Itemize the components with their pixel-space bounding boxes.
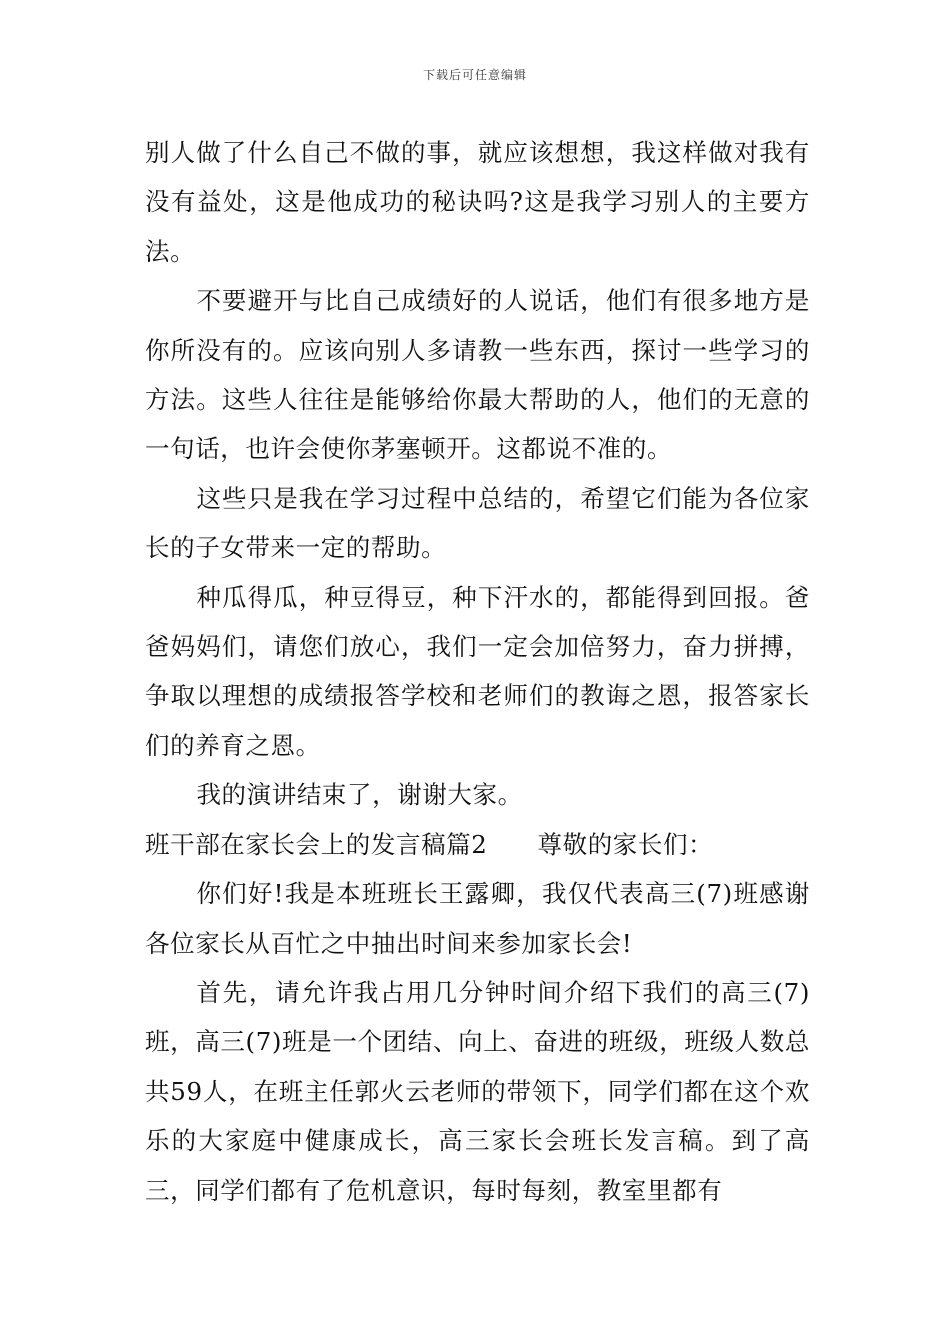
paragraph-2: 不要避开与比自己成绩好的人说话，他们有很多地方是你所没有的。应该向别人多请教一些东西，探讨一些学习的方法。这些人往往是能够给你最大帮助的人，他们的无意的一句话，也许会使你茅塞顿开。这都说不准的。 <box>145 286 810 464</box>
paragraph-5: 我的演讲结束了，谢谢大家。 <box>196 780 523 810</box>
paragraph-3: 这些只是我在学习过程中总结的，希望它们能为各位家长的子女带来一定的帮助。 <box>145 483 810 563</box>
page-header-note: 下载后可任意编辑 <box>422 68 527 82</box>
paragraph-4: 种瓜得瓜，种豆得豆，种下汗水的，都能得到回报。爸爸妈妈们，请您们放心，我们一定会加倍努力，奋力拼搏，争取以理想的成绩报答学校和老师们的教诲之恩，报答家长们的养育之恩。 <box>145 582 810 760</box>
document-body <box>145 128 810 1215</box>
section-salutation: 尊敬的家长们： <box>537 829 714 859</box>
paragraph-1: 别人做了什么自己不做的事，就应该想想，我这样做对我有没有益处，这是他成功的秘诀吗?这是我学习别人的主要方法。 <box>145 138 810 266</box>
paragraph-6: 你们好!我是本班班长王露卿，我仅代表高三(7)班感谢各位家长从百忙之中抽出时间来参加家长会! <box>145 879 810 958</box>
section-title: 班干部在家长会上的发言稿篇2 <box>145 829 488 859</box>
paragraph-7: 首先，请允许我占用几分钟时间介绍下我们的高三(7)班，高三(7)班是一个团结、向上、奋进的班级，班级人数总共59人，在班主任郭火云老师的带领下，同学们都在这个欢乐的大家庭中健康成长，高三家长会班长发言稿。到了高三，同学们都有了危机意识，每时每刻，教室里都有 <box>145 977 810 1205</box>
section-heading-line <box>145 820 810 869</box>
